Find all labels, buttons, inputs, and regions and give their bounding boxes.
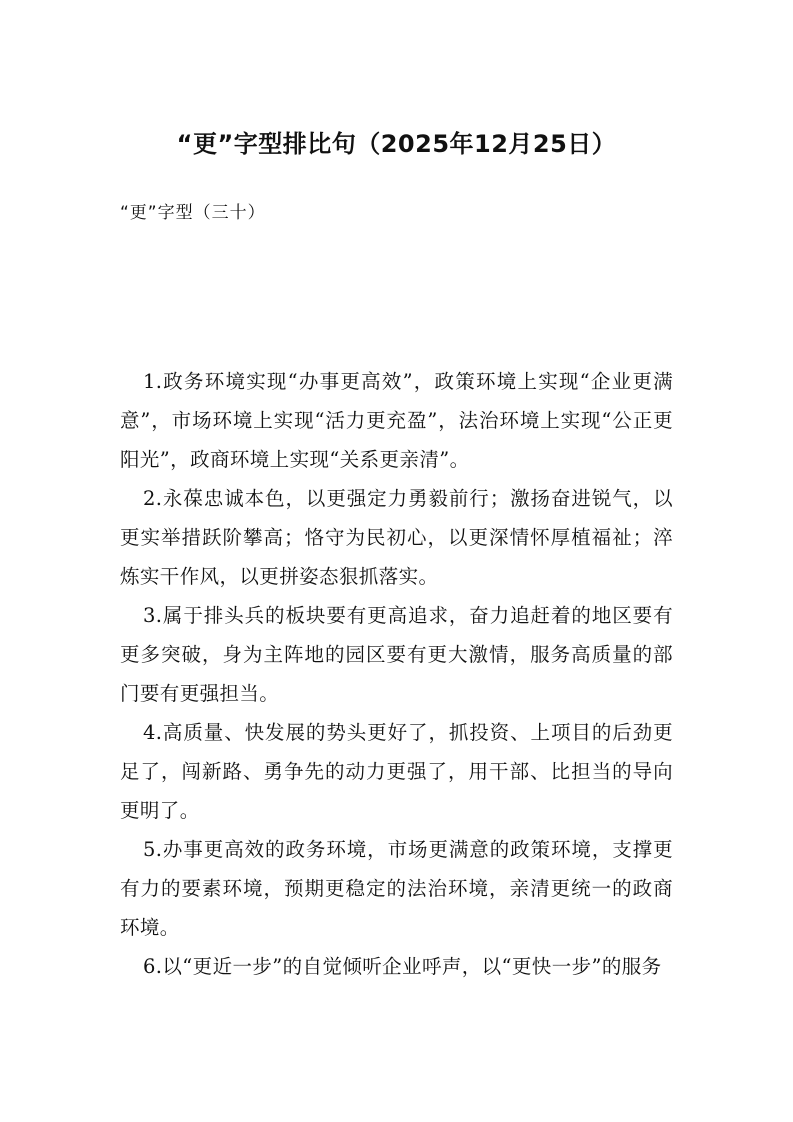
document-subtitle: “更”字型（三十） (120, 203, 266, 223)
document-title: “更”字型排比句（2025年12月25日） (176, 130, 617, 158)
paragraph-1: 1.政务环境实现“办事更高效”，政策环境上实现“企业更满意”，市场环境上实现“活力更充盈”，法治环境上实现“公正更阳光”，政商环境上实现“关系更亲清”。 (120, 370, 673, 471)
paragraph-2: 2.永葆忠诚本色，以更强定力勇毅前行；激扬奋进锐气，以更实举措跃阶攀高；恪守为民初心，以更深情怀厚植福祉；淬炼实干作风，以更拼姿态狠抓落实。 (120, 487, 673, 588)
paragraph-5: 5.办事更高效的政务环境，市场更满意的政策环境，支撑更有力的要素环境，预期更稳定的法治环境，亲清更统一的政商环境。 (120, 838, 673, 939)
paragraph-3: 3.属于排头兵的板块要有更高追求，奋力追赶着的地区要有更多突破，身为主阵地的园区要有更大激情，服务高质量的部门要有更强担当。 (120, 604, 673, 705)
paragraph-6: 6.以“更近一步”的自觉倾听企业呼声，以“更快一步”的服务 (143, 955, 662, 978)
paragraph-4: 4.高质量、快发展的势头更好了，抓投资、上项目的后劲更足了，闯新路、勇争先的动力更强了，用干部、比担当的导向更明了。 (120, 721, 673, 822)
document-body (120, 362, 673, 986)
